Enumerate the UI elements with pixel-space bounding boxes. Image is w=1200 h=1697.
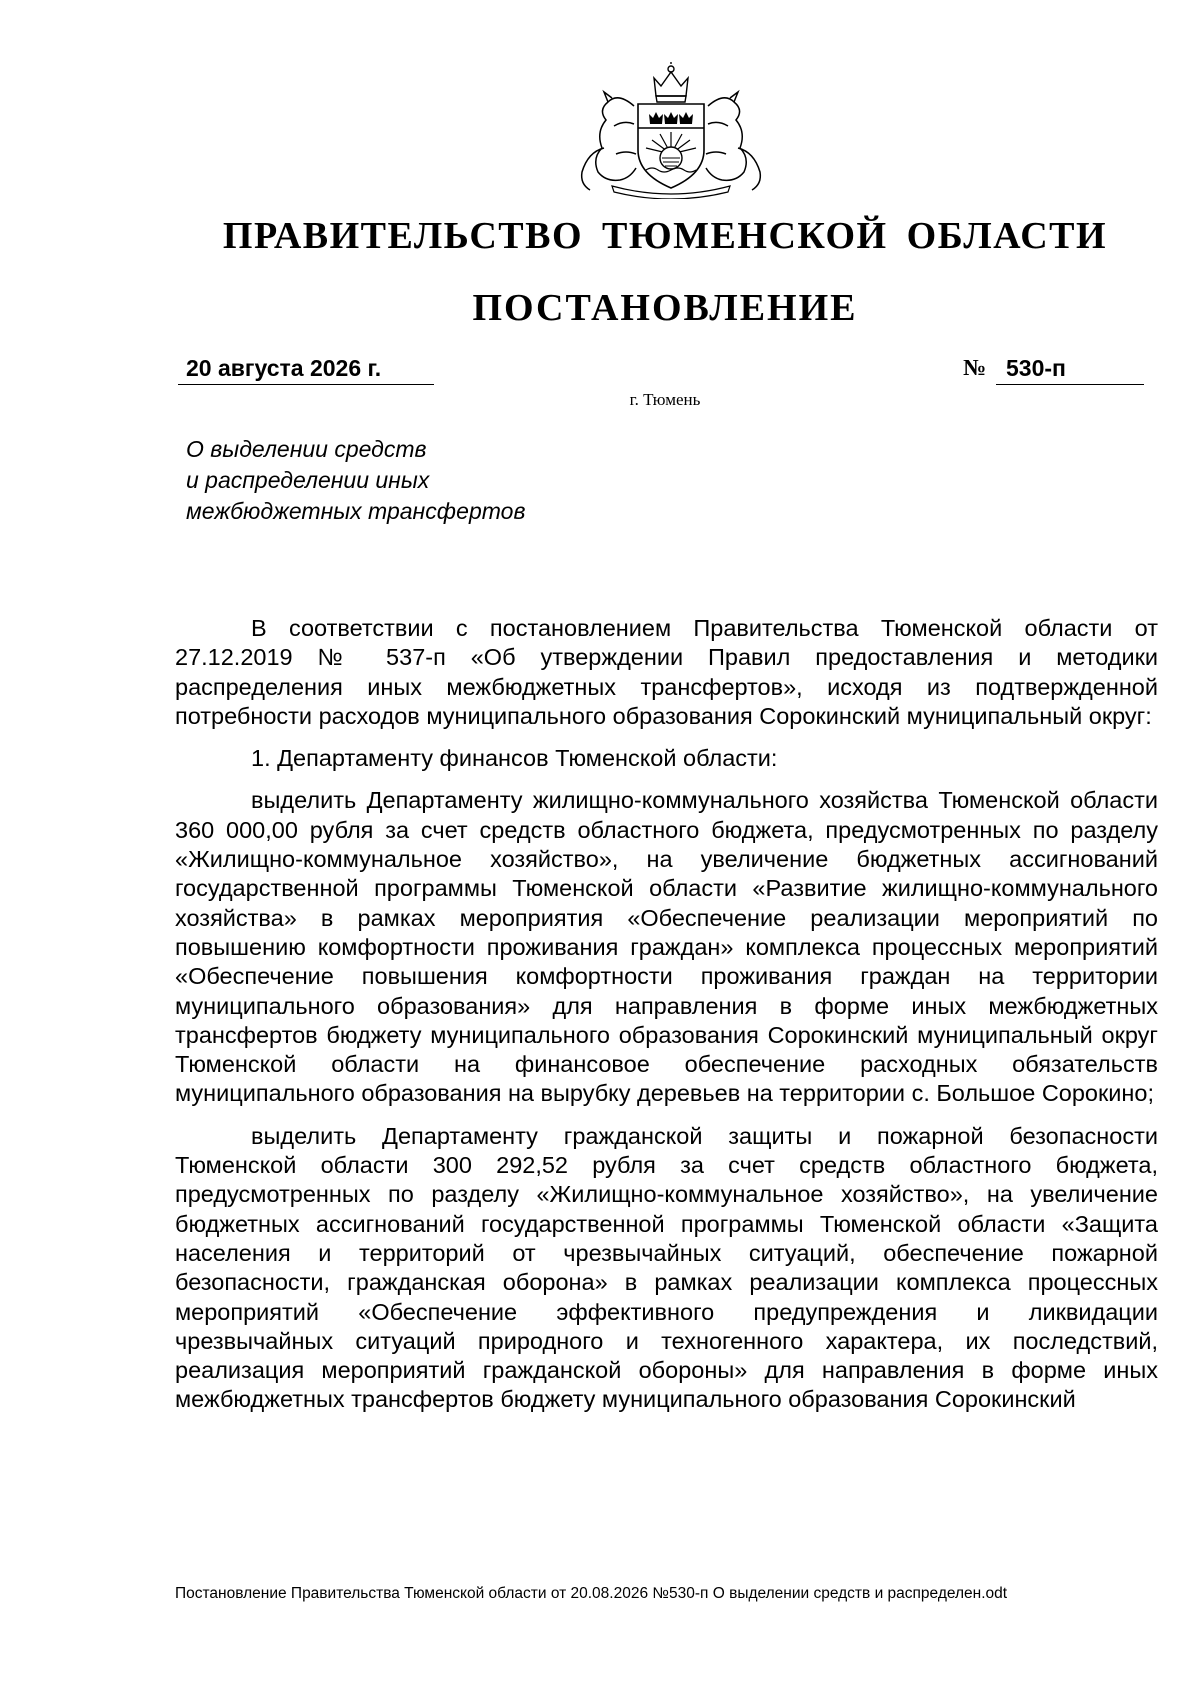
subject-line: и распределении иных [186, 467, 430, 493]
number-sign: № [963, 355, 987, 380]
document-date: 20 августа 2026 г. [178, 351, 434, 385]
body-paragraph-item-1: 1. Департаменту финансов Тюменской области: [251, 745, 778, 772]
body-paragraph-allocation-housing: выделить Департаменту жилищно-коммунального хозяйства Тюменской области 360 000,00 рубля за счет средств областного бюджета, предусмотренных по разделу «Жилищно-коммунальное хозяйство», на увеличение бюджетных ассигнований государственной программы Тюменской области «Развитие жилищно-коммунального хозяйства» в рамках мероприятия «Обеспечение реализации мероприятий по повышению комфортности проживания граждан» комплекса процессных мероприятий «Обеспечение повышения комфортности проживания граждан на территории муниципального образования» для направления в форме иных межбюджетных трансфертов бюджету муниципального образования Сорокинский муниципальный округ Тюменской области на финансовое обеспечение расходных обязательств муниципального образования на вырубку деревьев на территории с. Большое Сорокино; [175, 787, 1158, 1107]
subject-line: межбюджетных трансфертов [186, 498, 526, 524]
document-subject [186, 434, 786, 527]
coat-of-arms-icon [568, 62, 774, 199]
document-type-title: ПОСТАНОВЛЕНИЕ [472, 287, 858, 329]
document-body [175, 614, 1158, 1428]
subject-line: О выделении средств [186, 436, 427, 462]
page-footer: Постановление Правительства Тюменской области от 20.08.2026 №530-п О выделении средств и распределен.odt [175, 1585, 1008, 1602]
government-title: ПРАВИТЕЛЬСТВО ТЮМЕНСКОЙ ОБЛАСТИ [222, 215, 1108, 257]
city-label: г. Тюмень [629, 390, 701, 409]
body-paragraph-allocation-civil-defense: выделить Департаменту гражданской защиты и пожарной безопасности Тюменской области 300 292,52 рубля за счет средств областного бюджета, предусмотренных по разделу «Жилищно-коммунальное хозяйство», на увеличение бюджетных ассигнований государственной программы Тюменской области «Защита населения и территорий от чрезвычайных ситуаций, обеспечение пожарной безопасности, гражданская оборона» в рамках реализации комплекса процессных мероприятий «Обеспечение эффективного предупреждения и ликвидации чрезвычайных ситуаций природного и техногенного характера, их последствий, реализация мероприятий гражданской обороны» для направления в форме иных межбюджетных трансфертов бюджету муниципального образования Сорокинский [175, 1122, 1158, 1413]
document-number: 530-п [996, 351, 1144, 385]
body-paragraph-preamble: В соответствии с постановлением Правительства Тюменской области от 27.12.2019 № 537-п «Об утверждении Правил предоставления и методики распределения иных межбюджетных трансфертов», исходя из подтвержденной потребности расходов муниципального образования Сорокинский муниципальный округ: [175, 615, 1158, 729]
